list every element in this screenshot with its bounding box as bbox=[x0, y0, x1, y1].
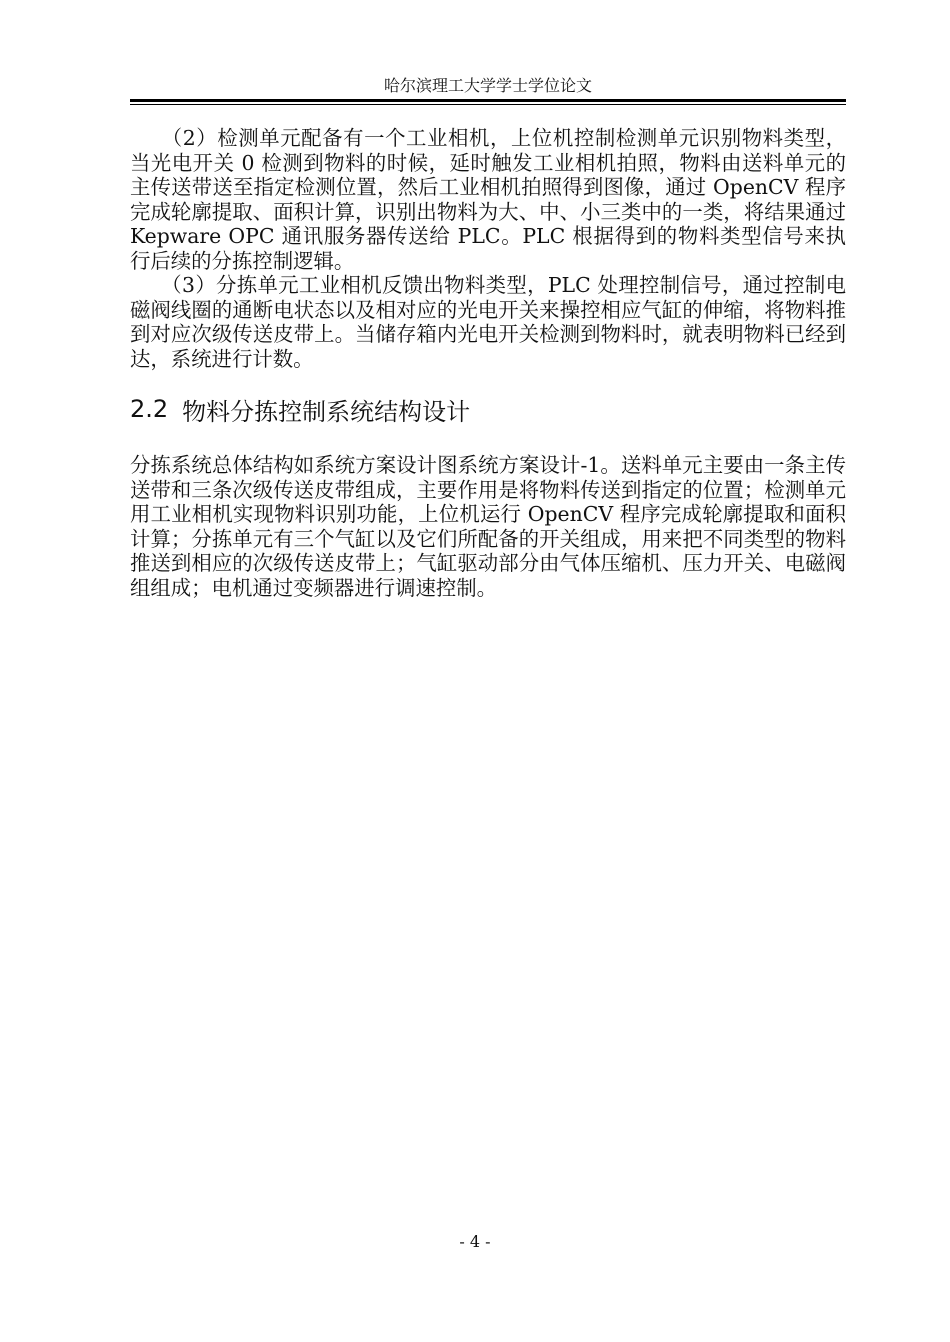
section-title: 物料分拣控制系统结构设计 bbox=[182, 397, 471, 426]
paragraph-system-structure: 分拣系统总体结构如系统方案设计图系统方案设计-1。送料单元主要由一条主传送带和三条次级传送皮带组成，主要作用是将物料传送到指定的位置；检测单元用工业相机实现物料识别功能，上位机运行 OpenCV 程序完成轮廓提取和面积计算；分拣单元有三个气缸以及它们所配备的开关组成，用来把不同类型的物料推送到相应的次级传送皮带上；气缸驱动部分由气体压缩机、压力开关、电磁阀组组成；电机通过变频器进行调速控制。 bbox=[130, 453, 846, 600]
running-header: 哈尔滨理工大学学士学位论文 bbox=[383, 76, 592, 95]
section-number: 2.2 bbox=[130, 395, 169, 423]
page-body bbox=[130, 126, 853, 600]
section-heading bbox=[130, 387, 846, 431]
header-rule-thick bbox=[130, 99, 846, 102]
paragraph-detection-unit: （2）检测单元配备有一个工业相机，上位机控制检测单元识别物料类型，当光电开关 0 检测到物料的时候，延时触发工业相机拍照，物料由送料单元的主传送带送至指定检测位置，然后工业相机拍照得到图像，通过 OpenCV 程序完成轮廓提取、面积计算，识别出物料为大、中、小三类中的一类，将结果通过 Kepware OPC 通讯服务器传送给 PLC。PLC 根据得到的物料类型信号来执行后续的分拣控制逻辑。 bbox=[130, 126, 853, 273]
header-rule-thin bbox=[130, 104, 846, 105]
heading-spacer bbox=[130, 431, 846, 453]
page-number: - 4 - bbox=[459, 1232, 491, 1251]
paragraph-sorting-unit: （3）分拣单元工业相机反馈出物料类型，PLC 处理控制信号，通过控制电磁阀线圈的通断电状态以及相对应的光电开关来操控相应气缸的伸缩，将物料推到对应次级传送皮带上。当储存箱内光电开关检测到物料时，就表明物料已经到达，系统进行计数。 bbox=[130, 273, 846, 371]
